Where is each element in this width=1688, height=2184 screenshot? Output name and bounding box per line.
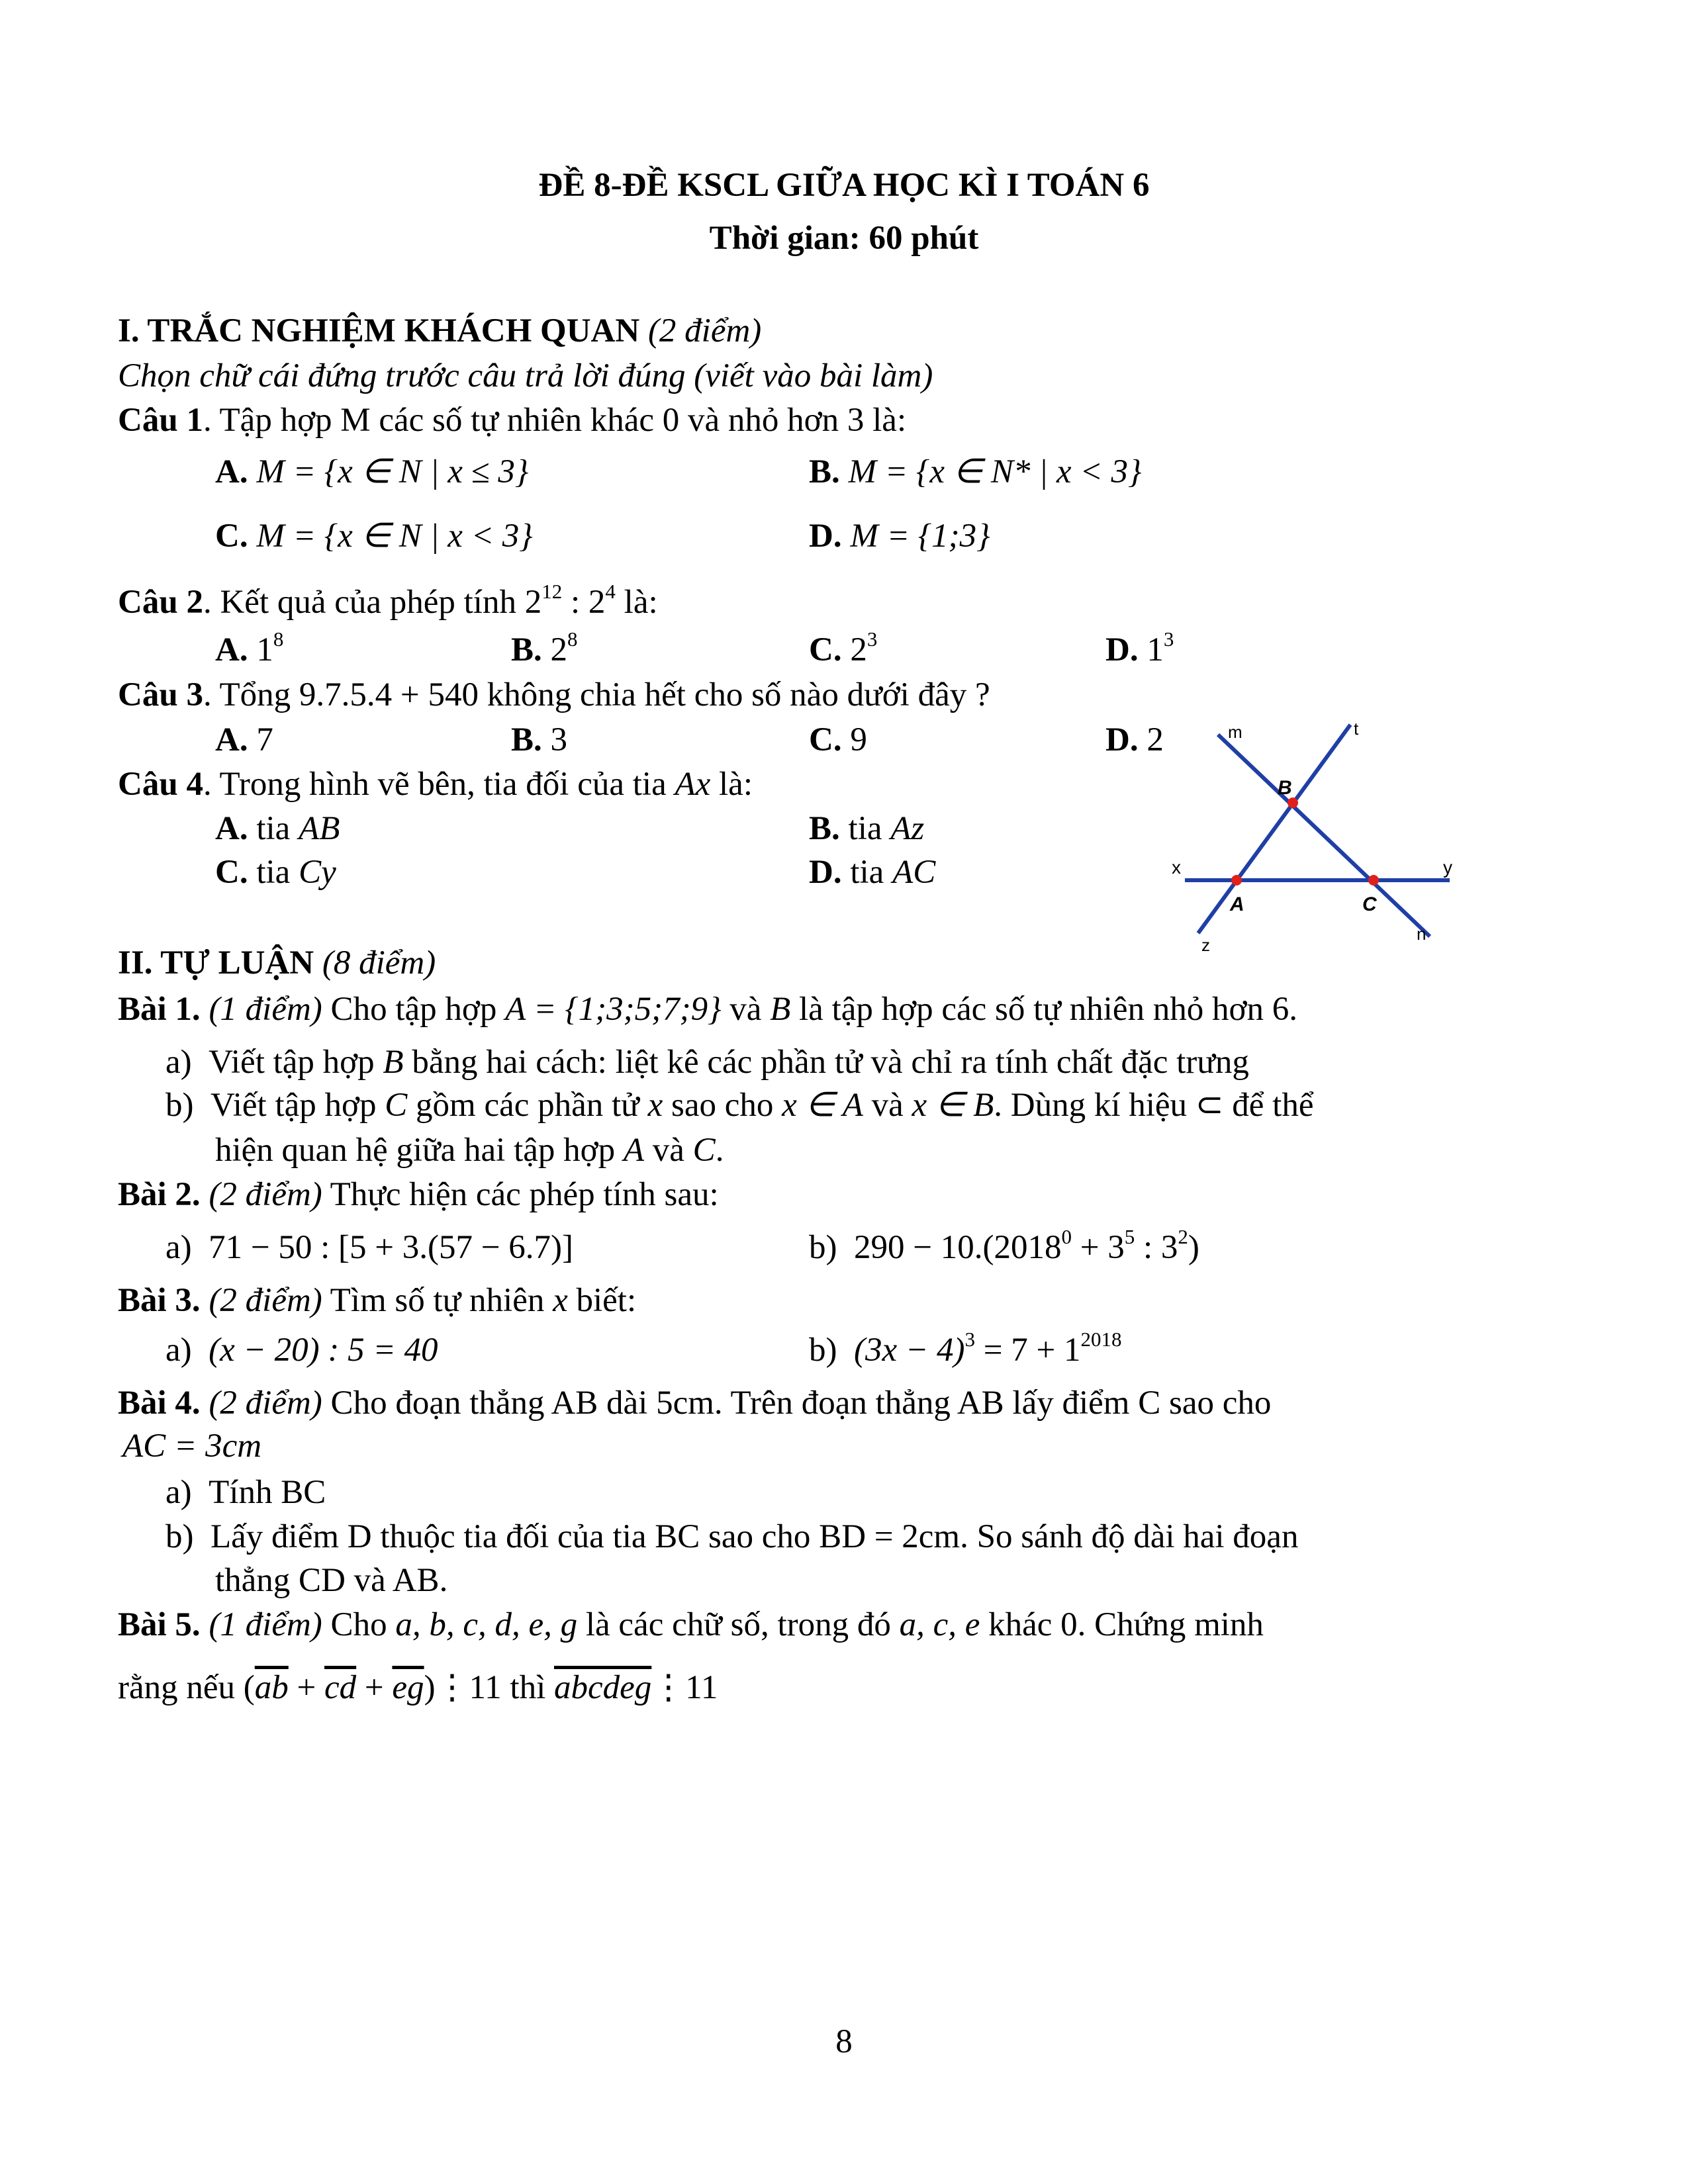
math-var: x <box>647 1087 663 1124</box>
q1-option-b <box>809 452 1141 492</box>
label-n: n <box>1417 924 1427 944</box>
exercise-text: biết: <box>576 1282 637 1319</box>
geometry-figure <box>1152 715 1470 960</box>
exercise-4 <box>118 1383 1271 1423</box>
math-expr: ) <box>1188 1229 1199 1266</box>
math-base: 2 <box>588 584 606 621</box>
q3-option-a <box>215 720 273 760</box>
question-text: . Tổng 9.7.5.4 + 540 không chia hết cho số nào dưới đây ? <box>203 676 990 713</box>
math-expr: + 3 <box>1071 1229 1125 1266</box>
math-exponent: 3 <box>964 1328 976 1351</box>
part-text: . <box>715 1132 724 1169</box>
option-text: tia <box>841 854 893 891</box>
math-expr: (x − 20) : 5 = 40 <box>209 1332 438 1369</box>
math-paren: ) <box>424 1669 436 1706</box>
option-label: D. <box>1105 631 1139 668</box>
exercise-text: rằng nếu <box>118 1669 244 1706</box>
option-label: A. <box>215 810 248 847</box>
option-label: D. <box>1105 721 1139 758</box>
math-exponent: 3 <box>867 627 878 651</box>
line-mn <box>1218 735 1430 936</box>
part1-points: (2 điểm) <box>647 312 762 349</box>
question-text: . Tập hợp M các số tự nhiên khác 0 và nhỏ hơn 3 là: <box>203 402 907 439</box>
exercise-2a <box>165 1228 573 1267</box>
part-label: b) <box>809 1332 837 1369</box>
exercise-text: Cho <box>322 1606 396 1643</box>
math-exponent: 3 <box>1163 627 1174 651</box>
question-1 <box>118 400 906 440</box>
math-exponent: 8 <box>567 627 578 651</box>
part1-heading-line <box>118 311 761 351</box>
question-tail: là: <box>615 584 658 621</box>
math-base: 1 <box>1147 631 1164 668</box>
math-exponent: 8 <box>273 627 284 651</box>
math-base: 2 <box>550 631 568 668</box>
question-tail: là: <box>710 766 753 803</box>
option-label: C. <box>215 518 248 555</box>
option-value: 9 <box>850 721 867 758</box>
divisibility: ⋮11 <box>435 1669 502 1706</box>
part-label: b) <box>165 1087 194 1124</box>
q2-option-d <box>1105 627 1174 674</box>
math-exponent: 2018 <box>1080 1328 1122 1351</box>
q4-option-d <box>809 852 935 892</box>
ray-name: Ax <box>675 766 711 803</box>
math-var: B <box>770 991 791 1028</box>
math-expr: : 3 <box>1135 1229 1178 1266</box>
exercise-5-line2 <box>118 1668 718 1707</box>
math-expr: x ∈ A <box>782 1087 863 1124</box>
option-math: M = {x ∈ N* | x < 3} <box>848 453 1142 490</box>
exercise-points: (2 điểm) <box>209 1176 322 1213</box>
option-label: C. <box>215 854 248 891</box>
part-text: Viết tập hợp <box>210 1087 385 1124</box>
part-text: Viết tập hợp <box>209 1044 383 1081</box>
exercise-text: Thực hiện các phép tính sau: <box>322 1176 719 1213</box>
label-z: z <box>1201 935 1210 955</box>
label-C: C <box>1362 893 1377 915</box>
exercise-text: là các chữ số, trong đó <box>577 1606 900 1643</box>
label-A: A <box>1230 893 1244 915</box>
exercise-3a <box>165 1330 438 1370</box>
part1-heading: I. TRẮC NGHIỆM KHÁCH QUAN <box>118 312 640 349</box>
math-exponent: 12 <box>541 580 563 603</box>
exercise-label: Bài 2. <box>118 1176 201 1213</box>
exercise-1b <box>165 1085 1313 1125</box>
ray-name: Cy <box>299 854 336 891</box>
exercise-text: Cho đoạn thẳng AB dài 5cm. Trên đoạn thẳng AB lấy điểm C sao cho <box>322 1385 1272 1422</box>
part2-points: (8 điểm) <box>322 944 436 981</box>
q2-option-b <box>511 627 578 674</box>
part-label: b) <box>809 1229 837 1266</box>
part-label: a) <box>165 1229 192 1266</box>
q4-option-c <box>215 852 336 892</box>
exercise-5 <box>118 1605 1264 1645</box>
question-label: Câu 2 <box>118 584 203 621</box>
option-label: B. <box>809 453 840 490</box>
option-label: D. <box>809 518 842 555</box>
math-exponent: 0 <box>1061 1225 1072 1248</box>
overlined-number: $\overline{ab}$ <box>254 1669 289 1706</box>
part-text: Lấy điểm D thuộc tia đối của tia BC sao cho BD = 2cm. So sánh độ dài hai đoạn <box>210 1518 1299 1555</box>
q3-option-b <box>511 720 567 760</box>
question-label: Câu 4 <box>118 766 203 803</box>
math-vars: a, c, e <box>899 1606 980 1643</box>
question-2 <box>118 582 658 626</box>
time-limit: Thời gian: 60 phút <box>709 220 979 257</box>
option-value: 3 <box>550 721 568 758</box>
q1-option-c <box>215 516 533 556</box>
part-label: b) <box>165 1518 194 1555</box>
math-var: x <box>553 1282 568 1319</box>
option-value: 7 <box>256 721 273 758</box>
option-text: tia <box>248 810 299 847</box>
option-label: C. <box>809 721 842 758</box>
q4-option-a <box>215 809 340 848</box>
overlined-number: $\overline{cd}$ <box>324 1669 357 1706</box>
q1-option-d <box>809 516 990 556</box>
exercise-4b-cont: thẳng CD và AB. <box>215 1562 448 1599</box>
overlined-number: abcdeg <box>554 1669 652 1706</box>
exercise-label: Bài 1. <box>118 991 201 1028</box>
page-title: ĐỀ 8-ĐỀ KSCL GIỮA HỌC KÌ I TOÁN 6 <box>538 167 1150 204</box>
exercise-2b <box>809 1225 1199 1271</box>
exercise-4-condition: AC = 3cm <box>122 1428 262 1465</box>
part-label: a) <box>165 1474 192 1511</box>
q1-option-a <box>215 452 528 492</box>
part-label: a) <box>165 1332 192 1369</box>
math-set: A = {1;3;5;7;9} <box>505 991 722 1028</box>
option-label: A. <box>215 721 248 758</box>
math-exponent: 4 <box>605 580 616 603</box>
exercise-text: và <box>721 991 771 1028</box>
exercise-1 <box>118 989 1297 1029</box>
math-var: B <box>383 1044 404 1081</box>
option-label: A. <box>215 631 248 668</box>
math-exponent: 5 <box>1124 1225 1135 1248</box>
label-m: m <box>1228 722 1243 742</box>
math-operator: + <box>288 1669 325 1706</box>
divisibility: ⋮11 <box>651 1669 718 1706</box>
exercise-text: thì <box>501 1669 554 1706</box>
option-label: D. <box>809 854 842 891</box>
point-B <box>1288 797 1298 808</box>
option-label: B. <box>511 631 542 668</box>
part-text: sao cho <box>663 1087 782 1124</box>
math-paren: ( <box>243 1669 255 1706</box>
math-base: 2 <box>524 584 542 621</box>
part-text: Tính BC <box>209 1474 326 1511</box>
math-expr: (3x − 4) <box>853 1332 965 1369</box>
option-text: tia <box>839 810 891 847</box>
option-text: tia <box>248 854 299 891</box>
exercise-text: Cho tập hợp <box>322 991 506 1028</box>
math-base: 1 <box>256 631 273 668</box>
exercise-points: (2 điểm) <box>209 1385 322 1422</box>
label-x: x <box>1172 857 1181 878</box>
part2-heading: II. TỰ LUẬN <box>118 944 314 981</box>
part-text: . Dùng kí hiệu ⊂ để thể <box>994 1087 1314 1124</box>
option-math: M = {x ∈ N | x ≤ 3} <box>256 453 529 490</box>
q4-option-b <box>809 809 924 848</box>
point-C <box>1368 875 1379 886</box>
part-text: và <box>863 1087 912 1124</box>
math-operator: : <box>562 584 588 621</box>
math-expr: 71 − 50 : [5 + 3.(57 − 6.7)] <box>209 1229 574 1266</box>
part-label: a) <box>165 1044 192 1081</box>
option-value: 2 <box>1147 721 1164 758</box>
ray-name: AB <box>299 810 340 847</box>
exercise-label: Bài 4. <box>118 1385 201 1422</box>
math-var: C <box>385 1087 408 1124</box>
part-text: bằng hai cách: liệt kê các phần tử và chỉ ra tính chất đặc trưng <box>403 1044 1249 1081</box>
exercise-text: là tập hợp các số tự nhiên nhỏ hơn 6. <box>790 991 1297 1028</box>
exercise-3 <box>118 1281 636 1320</box>
option-math: M = {1;3} <box>850 518 990 555</box>
q2-option-c <box>809 627 878 674</box>
math-expr: 290 − 10.(2018 <box>853 1229 1062 1266</box>
math-exponent: 2 <box>1178 1225 1188 1248</box>
exercise-1a <box>165 1042 1249 1082</box>
exercise-label: Bài 3. <box>118 1282 201 1319</box>
part2-heading-line <box>118 943 436 983</box>
math-var: C <box>692 1132 716 1169</box>
exercise-points: (1 điểm) <box>209 991 322 1028</box>
exercise-1b-cont <box>215 1130 724 1170</box>
exercise-points: (1 điểm) <box>209 1606 322 1643</box>
question-text: . Kết quả của phép tính <box>203 584 516 621</box>
option-label: C. <box>809 631 842 668</box>
label-t: t <box>1354 719 1359 739</box>
label-B: B <box>1278 777 1292 799</box>
page-number: 8 <box>835 2023 853 2060</box>
question-3 <box>118 675 990 715</box>
option-label: B. <box>511 721 542 758</box>
part1-instruction: Chọn chữ cái đứng trước câu trả lời đúng (viết vào bài làm) <box>118 357 933 394</box>
math-expr: = 7 + 1 <box>975 1332 1081 1369</box>
exercise-2 <box>118 1175 719 1214</box>
q2-option-a <box>215 627 284 674</box>
exercise-4a <box>165 1473 326 1512</box>
exercise-points: (2 điểm) <box>209 1282 322 1319</box>
option-label: A. <box>215 453 248 490</box>
ray-name: Az <box>890 810 925 847</box>
point-A <box>1231 875 1242 886</box>
math-var: A <box>623 1132 645 1169</box>
option-label: B. <box>809 810 840 847</box>
q3-option-c <box>809 720 867 760</box>
part-text: hiện quan hệ giữa hai tập hợp <box>215 1132 624 1169</box>
exercise-4b <box>165 1517 1298 1557</box>
question-text: . Trong hình vẽ bên, tia đối của tia <box>203 766 675 803</box>
option-math: M = {x ∈ N | x < 3} <box>256 518 533 555</box>
overlined-number: $\overline{eg}$ <box>392 1669 424 1706</box>
part-text: và <box>644 1132 693 1169</box>
ray-name: AC <box>892 854 936 891</box>
exercise-3b <box>809 1330 1122 1374</box>
math-operator: + <box>356 1669 393 1706</box>
part-text: gồm các phần tử <box>407 1087 648 1124</box>
question-4 <box>118 764 753 804</box>
exercise-text: khác 0. Chứng minh <box>980 1606 1264 1643</box>
question-label: Câu 3 <box>118 676 203 713</box>
exercise-label: Bài 5. <box>118 1606 201 1643</box>
line-zt <box>1198 725 1350 933</box>
math-expr: x ∈ B <box>912 1087 994 1124</box>
math-vars: a, b, c, d, e, g <box>395 1606 578 1643</box>
math-base: 2 <box>850 631 867 668</box>
exercise-text: Tìm số tự nhiên <box>322 1282 553 1319</box>
label-y: y <box>1443 857 1452 878</box>
question-label: Câu 1 <box>118 402 203 439</box>
